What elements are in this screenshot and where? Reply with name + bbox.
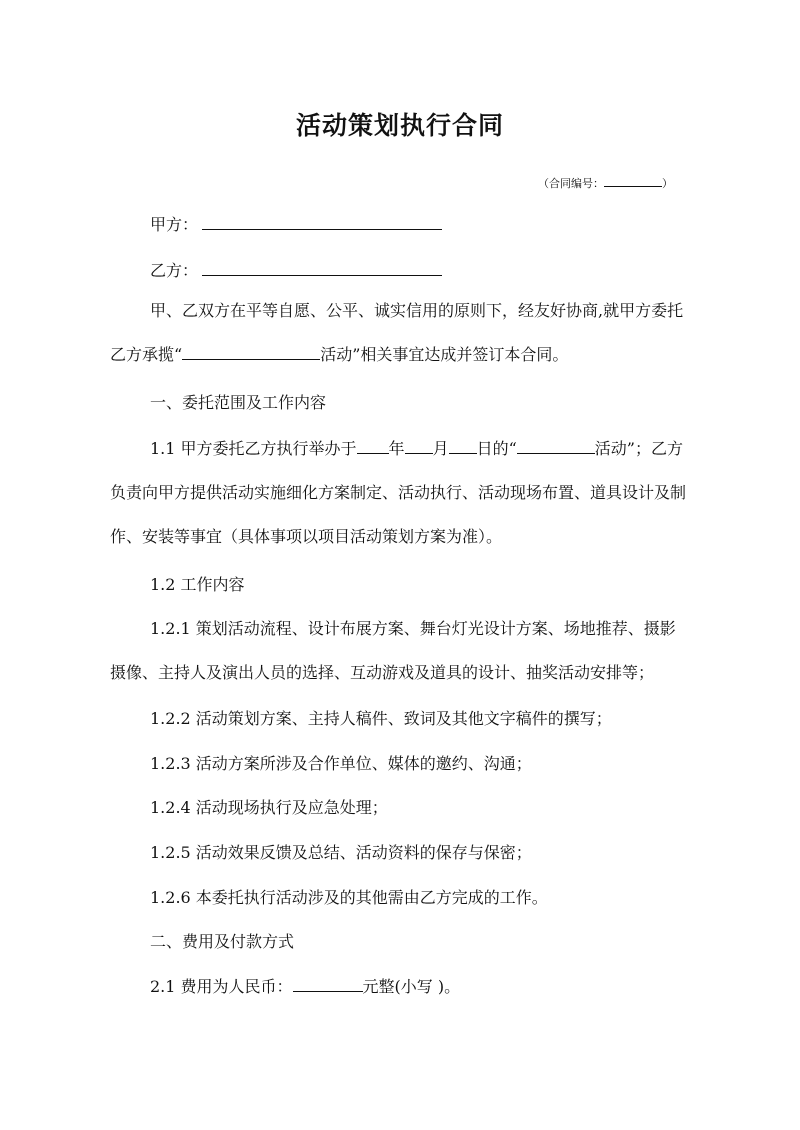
day-blank — [449, 438, 477, 454]
clause-1-1-rest: 乙方负责向甲方提供活动实施细化方案制定、活动执行、活动现场布置、道具设计及制作、安装等事宜（具体事项以项目活动策划方案为准）。 — [110, 439, 687, 546]
clause-1-2-4-text: 1.2.4 活动现场执行及应急处理； — [150, 798, 388, 817]
party-b-label: 乙方： — [150, 261, 199, 280]
clause-2-1-suffix: 元整(小写 )。 — [362, 977, 461, 996]
year-blank — [357, 438, 389, 454]
clause-1-2-1-text: 1.2.1 策划活动流程、设计布展方案、舞台灯光设计方案、场地推荐、摄影摄像、主持人及演出人员的选择、互动游戏及道具的设计、抽奖活动安排等； — [110, 619, 676, 682]
section-2-text: 二、费用及付款方式 — [150, 932, 295, 951]
contract-number-blank — [604, 176, 662, 187]
clause-1-2-1 — [110, 607, 690, 695]
contract-number-close: ） — [662, 177, 673, 190]
event-blank — [517, 438, 595, 454]
party-b-line — [150, 258, 442, 281]
month-blank — [405, 438, 433, 454]
party-a-blank — [202, 214, 442, 230]
clause-2-1 — [110, 965, 690, 1009]
section-1-text: 一、委托范围及工作内容 — [150, 393, 327, 412]
clause-1-2-3-text: 1.2.3 活动方案所涉及合作单位、媒体的邀约、沟通； — [150, 754, 532, 773]
intro-text-1: 甲、乙双方在平等自愿、公平、诚实信用的原则下，经友好协商,就甲方委托乙方承揽“ — [110, 301, 684, 364]
clause-1-2-6-text: 1.2.6 本委托执行活动涉及的其他需由乙方完成的工作。 — [150, 888, 548, 907]
contract-number — [538, 175, 673, 191]
clause-1-2-2 — [110, 697, 690, 741]
event-name-blank — [182, 344, 320, 360]
contract-number-label: （合同编号： — [538, 177, 604, 190]
clause-2-1-prefix: 2.1 费用为人民币： — [150, 977, 293, 996]
year-label: 年 — [388, 439, 405, 458]
clause-1-2-2-text: 1.2.2 活动策划方案、主持人稿件、致词及其他文字稿件的撰写； — [150, 709, 612, 728]
amount-blank — [293, 976, 363, 992]
clause-1-2-text: 1.2 工作内容 — [150, 575, 245, 594]
clause-1-2-5-text: 1.2.5 活动效果反馈及总结、活动资料的保存与保密； — [150, 843, 532, 862]
day-label: 日的“ — [476, 439, 517, 458]
clause-1-2-5 — [110, 831, 690, 875]
clause-1-2-6 — [110, 876, 690, 920]
section-2-heading — [110, 920, 690, 964]
section-1-heading — [110, 381, 690, 425]
document-title: 活动策划执行合同 — [295, 111, 504, 140]
party-a-label: 甲方： — [150, 215, 199, 234]
month-label: 月 — [432, 439, 449, 458]
clause-1-2-4 — [110, 786, 690, 830]
party-b-blank — [202, 260, 442, 276]
event-label: 活动”； — [594, 439, 651, 458]
party-a-line — [150, 212, 442, 235]
clause-1-1-prefix: 1.1 甲方委托乙方执行举办于 — [150, 439, 357, 458]
clause-1-2-3 — [110, 742, 690, 786]
clause-1-1 — [110, 427, 690, 559]
intro-paragraph — [110, 289, 690, 377]
intro-text-2: 活动”相关事宜达成并签订本合同。 — [320, 345, 569, 364]
clause-1-2 — [110, 563, 690, 607]
